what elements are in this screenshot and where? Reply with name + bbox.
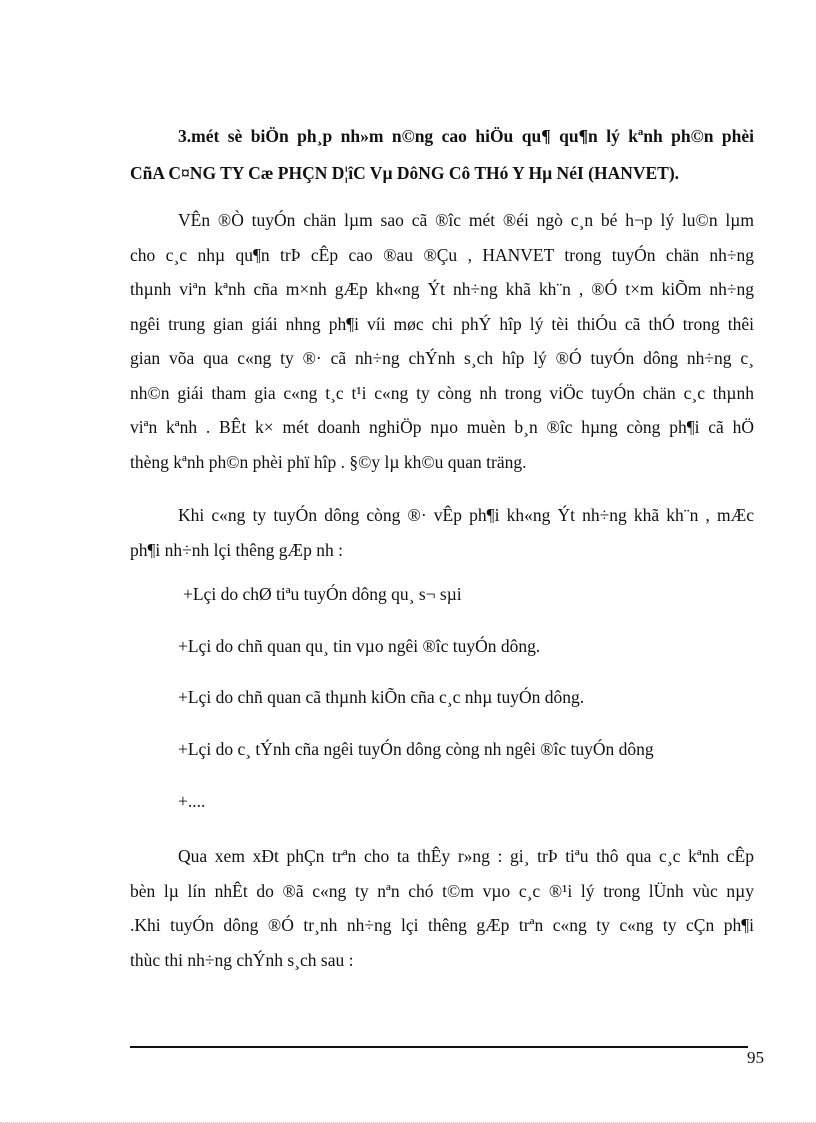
paragraph-line: Qua xem xÐt phÇn trªn cho ta thÊy r»ng : gi¸ trÞ tiªu thô qua c¸c kªnh cÊp bbox=[178, 846, 754, 866]
section-heading bbox=[130, 118, 754, 192]
list-item: +Lçi do c¸ tÝnh cña ngêi tuyÓn dông còng nh ngêi ®îc tuyÓn dông bbox=[178, 739, 654, 759]
paragraph-line: nh©n giái tham gia c«ng t¸c t¹i c«ng ty còng nh trong viÖc tuyÓn chän c¸c thµnh bbox=[130, 382, 754, 403]
paragraph-line: thùc thi nh÷ng chÝnh s¸ch sau : bbox=[130, 949, 354, 970]
footer-rule bbox=[130, 1046, 748, 1048]
paragraph-line: cho c¸c nhµ qu¶n trÞ cÊp cao ®au ®Çu , HANVET trong tuyÓn chän nh÷ng bbox=[130, 244, 754, 265]
list-item: +Lçi do chØ tiªu tuyÓn dông qu¸ s¬ sµi bbox=[183, 584, 462, 604]
paragraph-line: bèn lµ lín nhÊt do ®ã c«ng ty nªn chó t©m vµo c¸c ®¹i lý trong lÜnh vùc nµy bbox=[130, 880, 754, 901]
paragraph-line: VÊn ®Ò tuyÓn chän lµm sao cã ®îc mét ®éi ngò c¸n bé h¬p lý lu©n lµm bbox=[178, 210, 754, 230]
paragraph-line: ph¶i nh÷nh lçi thêng gÆp nh : bbox=[130, 539, 343, 560]
paragraph-line: viªn kªnh . BÊt k× mét doanh nghiÖp nµo muèn b¸n ®îc hµng còng ph¶i cã hÖ bbox=[130, 417, 754, 437]
paragraph-line: thµnh viªn kªnh cña m×nh gÆp kh«ng Ýt nh÷ng khã kh¨n , ®Ó t×m kiÕm nh÷ng bbox=[130, 279, 754, 299]
paragraph-line: thèng kªnh ph©n phèi phï hîp . §©y lµ kh©u quan träng. bbox=[130, 451, 527, 472]
paragraph-difficulties bbox=[130, 498, 754, 567]
paragraph-line: Khi c«ng ty tuyÓn dông còng ®· vÊp ph¶i kh«ng Ýt nh÷ng khã kh¨n , mÆc bbox=[178, 505, 754, 525]
list-item: +Lçi do chñ quan qu¸ tin vµo ngêi ®îc tuyÓn dông. bbox=[178, 636, 541, 656]
page-number: 95 bbox=[747, 1048, 764, 1067]
paragraph-line: gian võa qua c«ng ty ®· cã nh÷ng chÝnh s¸ch hîp lý ®Ó tuyÓn dông nh÷ng c¸ bbox=[130, 348, 754, 368]
paragraph-line: .Khi tuyÓn dông ®Ó tr¸nh nh÷ng lçi thêng gÆp trªn c«ng ty c«ng ty cÇn ph¶i bbox=[130, 915, 754, 935]
section-heading-line-2: CñA C¤NG TY Cæ PHÇN D¦îC Vµ DôNG Cô THó Y Hµ NéI (HANVET). bbox=[130, 163, 680, 183]
paragraph-line: ngêi trung gian giái nhng ph¶i víi møc chi phÝ hîp lý tèi thiÓu cã thÓ trong thêi bbox=[130, 313, 754, 334]
paragraph-conclusion bbox=[130, 839, 754, 977]
list-item: +Lçi do chñ quan cã thµnh kiÕn cña c¸c nhµ tuyÓn dông. bbox=[178, 687, 585, 707]
section-heading-line-1: 3.mét sè biÖn ph¸p nh»m n©ng cao hiÖu qu¶ qu¶n lý kªnh ph©n phèi bbox=[178, 126, 754, 146]
paragraph-recruitment-intro bbox=[130, 203, 754, 479]
list-item: +.... bbox=[178, 791, 206, 811]
